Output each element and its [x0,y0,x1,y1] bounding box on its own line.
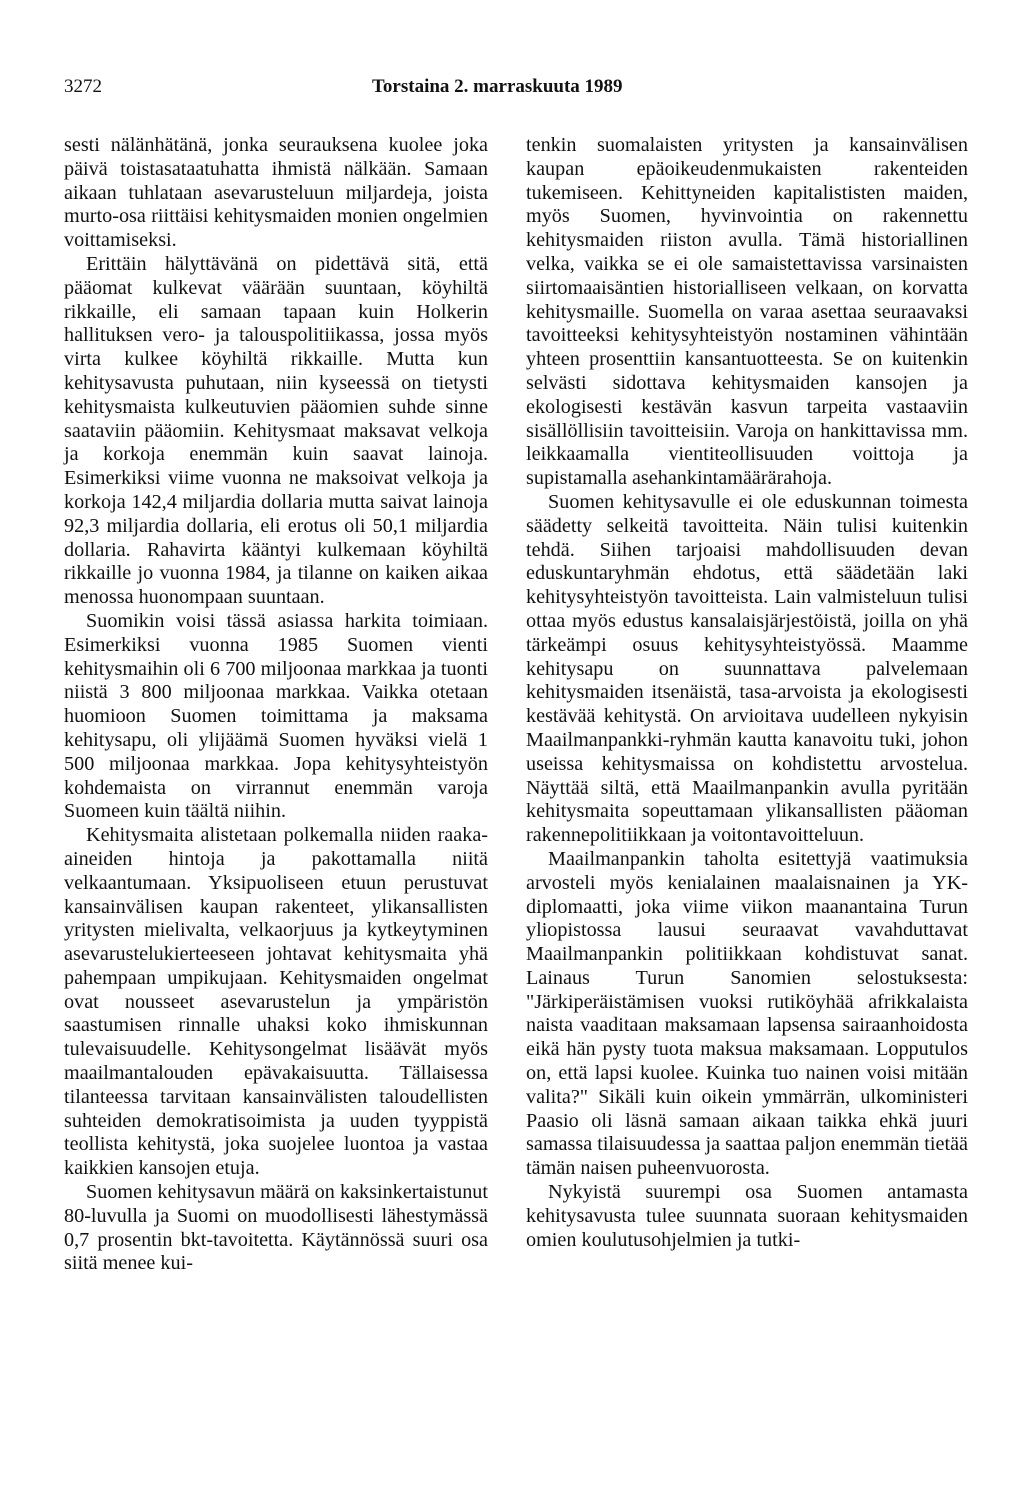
paragraph: Suomen kehitysavun määrä on kaksinkertaistunut 80-luvulla ja Suomi on muodollisesti lähestymässä 0,7 prosentin bkt-tavoitetta. Käytännössä suuri osa siitä menee kui- [64,1181,488,1275]
page-header [64,76,969,106]
paragraph: Kehitysmaita alistetaan polkemalla niiden raaka-aineiden hintoja ja pakottamalla niitä velkaantumaan. Yksipuoliseen etuun perustuvat kansainvälisen kaupan rakenteet, ylikansallisten yritysten mielivalta, velkaorjuus ja kytkeytyminen asevarustelukierteeseen johtavat kehitysmaita yhä pahempaan umpikujaan. Kehitysmaiden ongelmat ovat nousseet asevarustelun ja ympäristön saastumisen rinnalle uhaksi koko ihmiskunnan tulevaisuudelle. Kehitysongelmat lisäävät myös maailmantalouden epävakaisuutta. Tällaisessa tilanteessa tarvitaan kansainvälisten taloudellisten suhteiden demokratisoimista ja uuden tyyppistä teollista kehitystä, joka suojelee luontoa ja vastaa kaikkien kansojen etuja. [64,824,488,1180]
paragraph: Maailmanpankin taholta esitettyjä vaatimuksia arvosteli myös kenialainen maalaisnainen ja YK-diplomaatti, joka viime viikon maanantaina Turun yliopistossa lausui seuraavat vavahduttavat Maailmanpankin politiikkaan kohdistuvat sanat. Lainaus Turun Sanomien selostuksesta: "Järkiperäistämisen vuoksi rutiköyhää afrikkalaista naista vaaditaan maksamaan lapsensa sairaanhoidosta eikä hän pysty tuota maksua maksamaan. Lopputulos on, että lapsi kuolee. Kuinka tuo nainen voisi mitään valita?" Sikäli kuin oikein ymmärrän, ulkoministeri Paasio oli läsnä samaan aikaan taikka ehkä juuri samassa tilaisuudessa ja saattaa paljon enemmän tietää tämän naisen puheenvuorosta. [526,847,968,1180]
paragraph: Suomikin voisi tässä asiassa harkita toimiaan. Esimerkiksi vuonna 1985 Suomen vienti kehitysmaihin oli 6 700 miljoonaa markkaa ja tuonti niistä 3 800 miljoonaa markkaa. Vaikka otetaan huomioon Suomen toimittama ja maksama kehitysapu, oli ylijäämä Suomen hyväksi vielä 1 500 miljoonaa markkaa. Jopa kehitysyhteistyön kohdemaista on virrannut enemmän varoja Suomeen kuin täältä niihin. [64,609,488,823]
running-head: Torstaina 2. marraskuuta 1989 [372,76,623,97]
paragraph: Nykyistä suurempi osa Suomen antamasta kehitysavusta tulee suunnata suoraan kehitysmaiden omien koulutusohjelmien ja tutki- [526,1181,968,1251]
paragraph: Suomen kehitysavulle ei ole eduskunnan toimesta säädetty selkeitä tavoitteita. Näin tulisi kuitenkin tehdä. Siihen tarjoaisi mahdollisuuden devan eduskuntaryhmän ehdotus, että säädetään laki kehitysyhteistyön tavoitteista. Lain valmisteluun tulisi ottaa myös edustus kansalaisjärjestöistä, joilla on yhä tärkeämpi osuus kehitysyhteistyössä. Maamme kehitysapu on suunnattava palvelemaan kehitysmaiden itsenäistä, tasa-arvoista ja ekologisesti kestävää kehitystä. On arvioitava uudelleen nykyisin Maailmanpankki-ryhmän kautta kanavoitu tuki, johon useissa kehitysmaissa on kohdistettu arvostelua. Näyttää siltä, että Maailmanpankin avulla pyritään kehitysmaita sopeuttamaan ylikansallisten pääoman rakennepolitiikkaan ja voitontavoitteluun. [526,490,968,847]
paragraph: tenkin suomalaisten yritysten ja kansainvälisen kaupan epäoikeudenmukaisten rakenteiden tukemiseen. Kehittyneiden kapitalististen maiden, myös Suomen, hyvinvointia on rakennettu kehitysmaiden riiston avulla. Tämä historiallinen velka, vaikka se ei ole samaistettavissa varsinaisten siirtomaaisäntien historialliseen velkaan, on korvatta kehitysmaille. Suomella on varaa asettaa seuraavaksi tavoitteeksi kehitysyhteistyön nostaminen vähintään yhteen prosenttiin kansantuotteesta. Se on kuitenkin selvästi sidottava kehitysmaiden kansojen ja ekologisesti kestävän kasvun tarpeita vastaaviin sisällöllisiin tavoitteisiin. Varoja on hankittavissa mm. leikkaamalla vientiteollisuuden voittoja ja supistamalla asehankintamäärärahoja. [526,134,968,490]
right-column [526,134,968,1252]
paragraph: Erittäin hälyttävänä on pidettävä sitä, että pääomat kulkevat väärään suuntaan, köyhiltä rikkaille, eli samaan tapaan kuin Holkerin hallituksen vero- ja talouspolitiikassa, jossa myös virta kulkee köyhiltä rikkaille. Mutta kun kehitysavusta puhutaan, niin kyseessä on tietysti kehitysmaista kulkeutuvien pääomien suhde sinne saataviin pääomiin. Kehitysmaat maksavat velkoja ja korkoja enemmän kuin saavat lainoja. Esimerkiksi viime vuonna ne maksoivat velkoja ja korkoja 142,4 miljardia dollaria mutta saivat lainoja 92,3 miljardia dollaria, eli erotus oli 50,1 miljardia dollaria. Rahavirta kääntyi kulkemaan köyhiltä rikkaille jo vuonna 1984, ja tilanne on kaiken aikaa menossa huonompaan suuntaan. [64,252,488,609]
page-number: 3272 [64,76,102,97]
paragraph: sesti nälänhätänä, jonka seurauksena kuolee joka päivä toistasataatuhatta ihmistä nälkään. Samaan aikaan tuhlataan asevarusteluun miljardeja, joista murto-osa riittäisi kehitysmaiden monien ongelmien voittamiseksi. [64,134,488,252]
left-column [64,134,488,1276]
